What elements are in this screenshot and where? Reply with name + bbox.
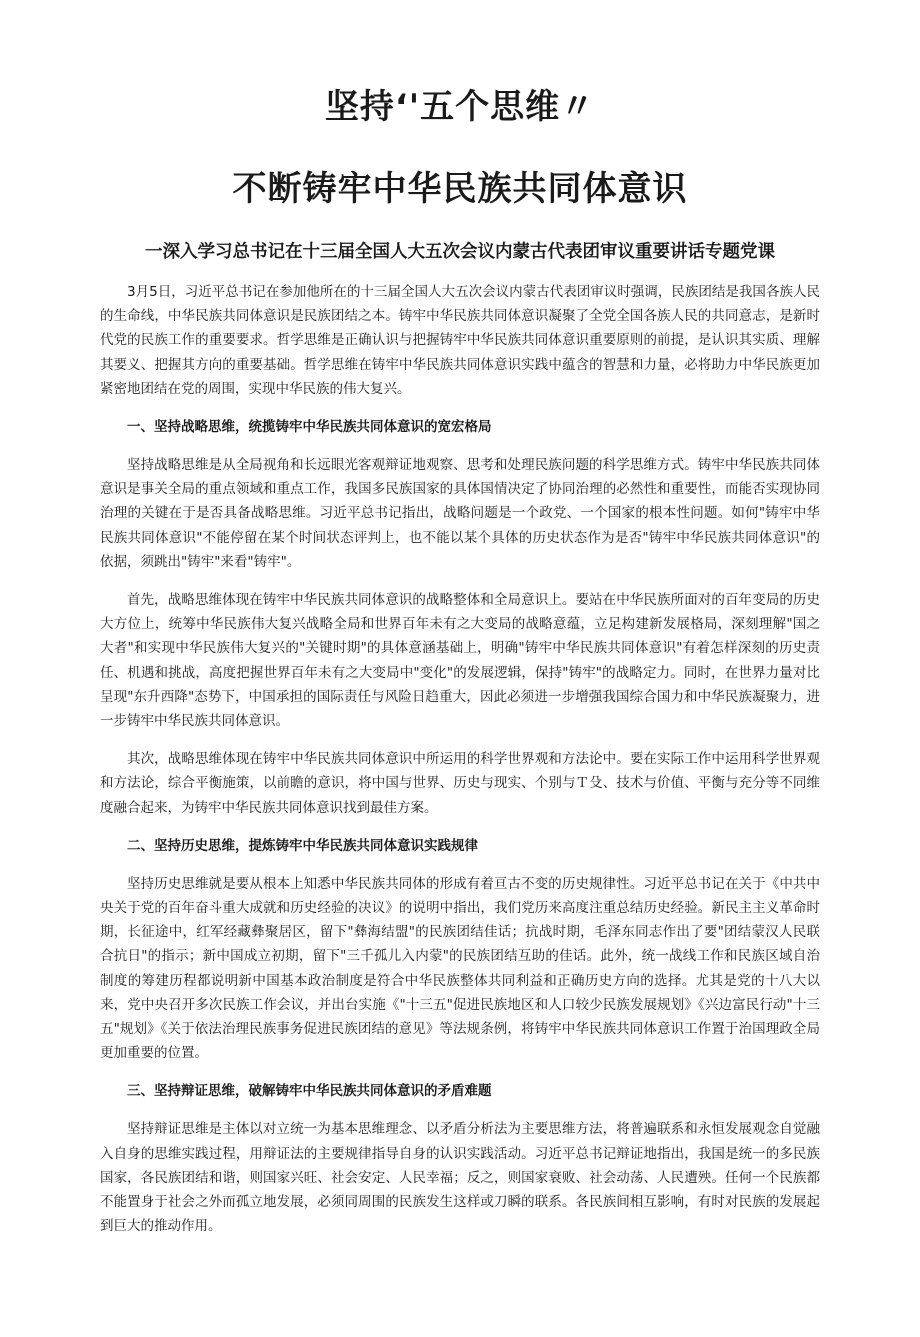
- section-1-paragraph-3: 其次，战略思维体现在铸牢中华民族共同体意识中所运用的科学世界观和方法论中。要在实际工作中运用科学世界观和方法论，综合平衡施策，以前瞻的意识，将中国与世界、历史与现实、个别与Ｔ殳、技术与价值、平衡与充分等不同维度融合起来，为铸牢中华民族共同体意识找到最佳方案。: [100, 751, 820, 816]
- section-2-heading: 二、坚持历史思维，提炼铸牢中华民族共同体意识实践规律: [127, 837, 478, 854]
- section-3-heading: 三、坚持辩证思维，破解铸牢中华民族共同体意识的矛盾难题: [127, 1083, 492, 1100]
- section-1-paragraph-1: 坚持战略思维是从全局视角和长远眼光客观辩证地观察、思考和处理民族问题的科学思维方式。铸牢中华民族共同体意识是事关全局的重点领域和重点工作，我国多民族国家的具体国情决定了协同治理的必然性和重要性，而能否实现协同治理的关键在于是否具备战略思维。习近平总书记指出，战略问题是一个政党、一个国家的根本性问题。如何"铸牢中华民族共同体意识"不能停留在某个时间状态评判上，也不能以某个具体的历史状态作为是否"铸牢中华民族共同体意识"的依据，须跳出"铸牢"来看"铸牢"。: [100, 457, 820, 570]
- title-line-2: 不断铸牢中华民族共同体意识: [232, 169, 688, 209]
- section-1-paragraph-2: 首先，战略思维体现在铸牢中华民族共同体意识的战略整体和全局意识上。要站在中华民族所面对的百年变局的历史大方位上，统筹中华民族伟大复兴战略全局和世界百年未有之大变局的战略意蕴，立足构建新发展格局，深刻理解"国之大者"和实现中华民族伟大复兴的"关键时期"的具体意涵基础上，明确"铸牢中华民族共同体意识"有着怎样深刻的历史责任、机遇和挑战，高度把握世界百年未有之大变局中"变化"的发展逻辑，保持"铸牢"的战略定力。同时，在世界力量对比呈现"东升西降"态势下，中国承担的国际责任与风险日趋重大，因此必须进一步增强我国综合国力和中华民族凝聚力，进一步铸牢中华民族共同体意识。: [100, 592, 820, 730]
- section-2-paragraph-1: 坚持历史思维就是要从根本上知悉中华民族共同体的形成有着亘古不变的历史规律性。习近平总书记在关于《中共中央关于党的百年奋斗重大成就和历史经验的决议》的说明中指出，我们党历来高度注重总结历史经验。新民主主义革命时期，长征途中，红军经藏彝聚居区，留下"彝海结盟"的民族团结佳话；抗战时期，毛泽东同志作出了要"团结蒙汉人民联合抗日"的指示；新中国成立初期，留下"三千孤儿入内蒙"的民族团结互助的佳话。此外，统一战线工作和民族区域自治制度的筹建历程都说明新中国基本政治制度是符合中华民族整体共同利益和正确历史方向的选择。尤其是党的十八大以来，党中央召开多次民族工作会议，并出台实施《"十三五"促进民族地区和人口较少民族发展规划》《兴边富民行动"十三五"规划》《关于依法治理民族事务促进民族团结的意见》等法规条例，将铸牢中华民族共同体意识工作置于治国理政全局更加重要的位置。: [100, 875, 820, 1062]
- intro-paragraph: 3月5日，习近平总书记在参加他所在的十三届全国人大五次会议内蒙古代表团审议时强调，民族团结是我国各族人民的生命线，中华民族共同体意识是民族团结之本。铸牢中华民族共同体意识凝聚了全党全国各族人民的共同意志，是新时代党的民族工作的重要要求。哲学思维是正确认识与把握铸牢中华民族共同体意识重要原则的前提，是认识其实质、理解其要义、把握其方向的重要基础。哲学思维在铸牢中华民族共同体意识实践中蕴含的智慧和力量，必将助力中华民族更加紧密地团结在党的周围，实现中华民族的伟大复兴。: [100, 284, 820, 397]
- subtitle: 一深入学习总书记在十三届全国人大五次会议内蒙古代表团审议重要讲话专题党课: [145, 242, 775, 262]
- section-3-paragraph-1: 坚持辩证思维是主体以对立统一为基本思维理念、以矛盾分析法为主要思维方法，将普遍联系和永恒发展观念自觉融入自身的思维实践过程，用辩证法的主要规律指导自身的认识实践活动。习近平总书记辩证地指出，我国是统一的多民族国家，各民族团结和谐，则国家兴旺、社会安定、人民幸福；反之，则国家衰败、社会动荡、人民遭殃。任何一个民族都不能置身于社会之外而孤立地发展，必须同周围的民族发生这样或刀瞬的联系。各民族间相互影响，有时对民族的发展起到巨大的推动作用。: [100, 1121, 820, 1235]
- section-1-heading: 一、坚持战略思维，统揽铸牢中华民族共同体意识的宽宏格局: [127, 419, 492, 436]
- title-line-1: 坚持‘'五个思维〃: [324, 87, 596, 127]
